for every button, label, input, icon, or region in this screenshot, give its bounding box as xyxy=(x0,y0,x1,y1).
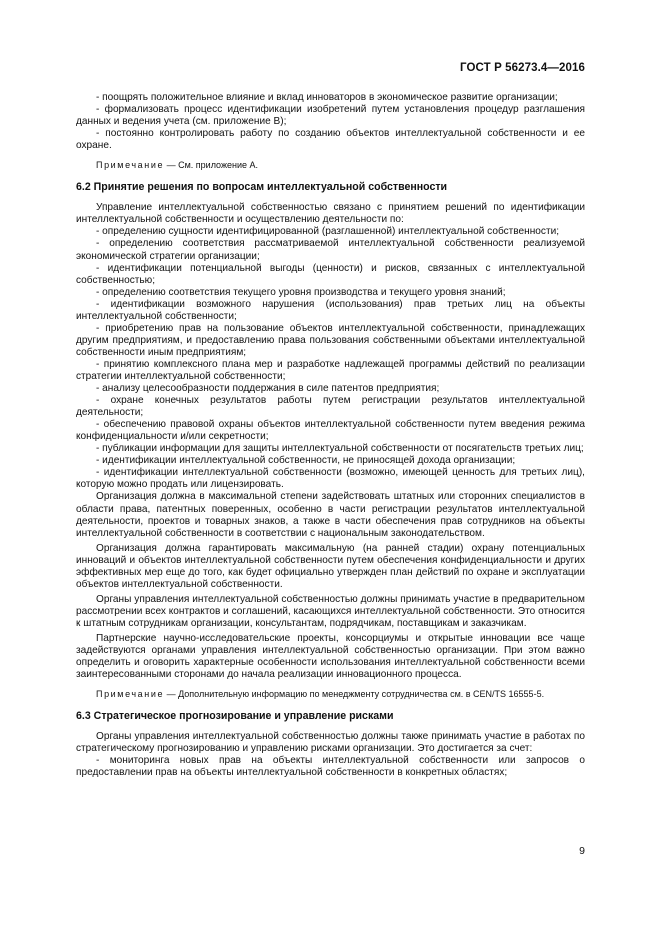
list-item: - идентификации интеллектуальной собственности (возможно, имеющей ценность для третьих лиц), которую можно продать или лицензировать. xyxy=(76,467,585,491)
list-item: - определению сущности идентифицированной (разглашенной) интеллектуальной собственности; xyxy=(96,226,560,238)
list-item: - охране конечных результатов работы путем регистрации результатов интеллектуальной деятельности; xyxy=(76,395,585,419)
paragraph: Органы управления интеллектуальной собственностью должны принимать участие в предварительном рассмотрении всех контрактов и соглашений, касающихся интеллектуальной собственности. Это относится к штатным сотрудникам организации, консультантам, подрядчикам, поставщикам и заказчикам. xyxy=(76,593,585,629)
paragraph: Организация должна в максимальной степени задействовать штатных или сторонних специалистов в области права, патентных поверенных, особенно в части регистрации результатов интеллектуальной деятельности, проектов и товарных знаков, а также в части обеспечения прав сотрудников на объекты интеллектуальной собственности в соответствии с национальным законодательством. xyxy=(76,491,585,539)
paragraph: Организация должна гарантировать максимальную (на ранней стадии) охрану потенциальных инноваций и объектов интеллектуальной собственности путем обеспечения конфиденциальности и других эффективных мер еще до того, как будет официально утвержден план действий по охране и эксплуатации объектов интеллектуальной собственности. xyxy=(76,542,585,590)
page-number: 9 xyxy=(579,845,585,857)
document-body xyxy=(76,92,585,779)
document-header: ГОСТ Р 56273.4—2016 xyxy=(460,62,585,74)
list-item: - обеспечению правовой охраны объектов интеллектуальной собственности путем введения режима конфиденциальности и/или секретности; xyxy=(76,419,585,443)
list-item: - приобретению прав на пользование объектов интеллектуальной собственности, принадлежащих другим предприятиям, и предоставлению права пользования собственными объектами интеллектуальной собственности иным предприятиям; xyxy=(76,322,585,358)
list-item: - публикации информации для защиты интеллектуальной собственности от посягательств третьих лиц; xyxy=(96,443,584,455)
list-item: - мониторинга новых прав на объекты интеллектуальной собственности или запросов о предоставлении прав на объекты интеллектуальной собственности в конкретных областях; xyxy=(76,755,585,779)
section-6-2-intro: Управление интеллектуальной собственностью связано с принятием решений по идентификации интеллектуальной собственности и осуществлению деятельности по: xyxy=(76,202,585,226)
note-dash: — xyxy=(164,689,179,700)
note-1 xyxy=(76,159,585,171)
list-item: - определению соответствия рассматриваемой интеллектуальной собственности реализуемой экономической стратегии организации; xyxy=(76,238,585,262)
list-item: - определению соответствия текущего уровня производства и текущего уровня знаний; xyxy=(96,286,506,298)
note-label: Примечание xyxy=(96,689,165,700)
section-heading-6-3: 6.3 Стратегическое прогнозирование и управление рисками xyxy=(76,710,394,723)
list-item: - идентификации возможного нарушения (использования) прав третьих лиц на объекты интеллектуальной собственности; xyxy=(76,298,585,322)
list-item: - идентификации потенциальной выгоды (ценности) и рисков, связанных с интеллектуальной собственностью; xyxy=(76,262,585,286)
note-text: Дополнительную информацию по менеджменту сотрудничества см. в CEN/TS 16555-5. xyxy=(178,689,545,700)
list-item: - анализу целесообразности поддержания в силе патентов предприятия; xyxy=(96,383,440,395)
list-item: - формализовать процесс идентификации изобретений путем установления процедур разглашения данных и ведения учета (см. приложение В); xyxy=(76,104,585,128)
section-heading-6-2: 6.2 Принятие решения по вопросам интеллектуальной собственности xyxy=(76,181,448,194)
list-item: - поощрять положительное влияние и вклад инноваторов в экономическое развитие организации; xyxy=(96,92,558,103)
note-text: См. приложение А. xyxy=(178,160,258,171)
note-2 xyxy=(76,688,585,700)
list-item: - принятию комплексного плана мер и разработке надлежащей программы действий по реализации стратегии интеллектуальной собственности; xyxy=(76,358,585,382)
note-label: Примечание xyxy=(96,160,165,171)
paragraph: Партнерские научно-исследовательские проекты, консорциумы и открытые инновации все чаще задействуются органами управления интеллектуальной собственностью организации. При этом важно определить и оговорить характерные особенности использования интеллектуальной собственности всеми заинтересованными сторонами до начала реализации инновационного процесса. xyxy=(76,632,585,681)
list-item: - идентификации интеллектуальной собственности, не приносящей дохода организации; xyxy=(96,455,516,467)
section-6-3-intro: Органы управления интеллектуальной собственностью должны также принимать участие в работах по стратегическому прогнозированию и управлению рисками организации. Это достигается за счет: xyxy=(76,731,585,755)
note-dash: — xyxy=(164,160,179,171)
list-item: - постоянно контролировать работу по созданию объектов интеллектуальной собственности и ее охране. xyxy=(76,128,585,152)
